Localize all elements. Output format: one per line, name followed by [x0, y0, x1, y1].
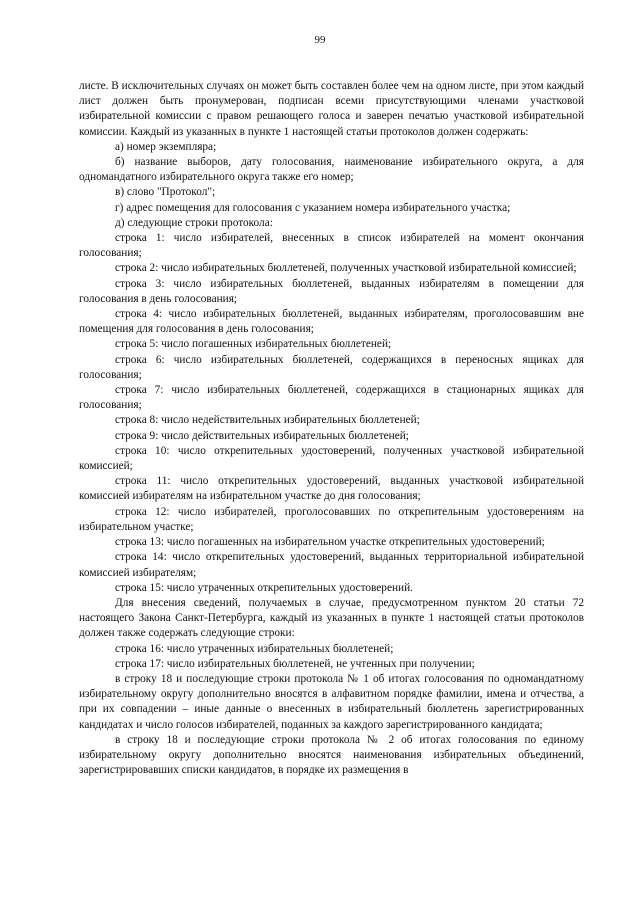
paragraph: строка 9: число действительных избирательных бюллетеней;: [115, 429, 409, 442]
paragraph: Для внесения сведений, получаемых в случае, предусмотренном пунктом 20 статьи 72 настоящего Закона Санкт-Петербурга, каждый из указанных в пункте 1 настоящей статьи протоколов должен также содержать следующие строки:: [79, 596, 584, 640]
paragraph: в строку 18 и последующие строки протокола № 2 об итогах голосования по единому избирательному округу дополнительно вносятся наименования избирательных объединений, зарегистрировавших списки кандидатов, в порядке их размещения в: [79, 733, 584, 777]
paragraph: листе. В исключительных случаях он может быть составлен более чем на одном листе, при этом каждый лист должен быть пронумерован, подписан всеми присутствующими членами участковой избирательной комиссии с правом решающего голоса и заверен печатью участковой избирательной комиссии. Каждый из указанных в пункте 1 настоящей статьи протоколов должен содержать:: [79, 80, 584, 138]
paragraph: строка 5: число погашенных избирательных бюллетеней;: [115, 338, 392, 351]
page-number: 99: [314, 34, 326, 46]
paragraph: в) слово "Протокол";: [115, 186, 216, 199]
paragraph: строка 7: число избирательных бюллетеней, содержащихся в стационарных ящиках для голосования;: [79, 384, 584, 412]
paragraph: строка 12: число избирателей, проголосовавших по открепительным удостоверениям на избирательном участке;: [79, 505, 584, 533]
paragraph: строка 4: число избирательных бюллетеней, выданных избирателям, проголосовавшим вне помещения для голосования в день голосования;: [79, 308, 584, 336]
paragraph: строка 13: число погашенных на избирательном участке открепительных удостоверений;: [115, 536, 545, 549]
paragraph: строка 2: число избирательных бюллетеней, полученных участковой избирательной комиссией;: [115, 262, 577, 275]
paragraph: строка 1: число избирателей, внесенных в список избирателей на момент окончания голосования;: [79, 232, 584, 260]
paragraph: строка 3: число избирательных бюллетеней, выданных избирателям в помещении для голосования в день голосования;: [79, 277, 584, 305]
paragraph: в строку 18 и последующие строки протокола № 1 об итогах голосования по одномандатному избирательному округу дополнительно вносятся в алфавитном порядке фамилии, имена и отчества, а при их совпадении – иные данные о внесенных в избирательный бюллетень зарегистрированных кандидатах и число голосов избирателей, поданных за каждого зарегистрированного кандидата;: [79, 672, 584, 731]
document-body: [79, 79, 584, 778]
paragraph: строка 8: число недействительных избирательных бюллетеней;: [115, 414, 420, 427]
paragraph: строка 16: число утраченных избирательных бюллетеней;: [115, 642, 394, 655]
paragraph: строка 11: число открепительных удостоверений, выданных участковой избирательной комиссией избирателям на избирательном участке до дня голосования;: [79, 475, 584, 503]
paragraph: б) название выборов, дату голосования, наименование избирательного округа, а для одномандатного избирательного округа также его номер;: [79, 156, 584, 184]
paragraph: а) номер экземпляра;: [115, 140, 217, 153]
paragraph: строка 17: число избирательных бюллетеней, не учтенных при получении;: [115, 657, 475, 670]
paragraph: строка 6: число избирательных бюллетеней, содержащихся в переносных ящиках для голосования;: [79, 353, 584, 381]
paragraph: д) следующие строки протокола:: [115, 216, 273, 229]
paragraph: г) адрес помещения для голосования с указанием номера избирательного участка;: [115, 201, 511, 214]
paragraph: строка 14: число открепительных удостоверений, выданных территориальной избирательной комиссией избирателям;: [79, 551, 584, 579]
paragraph: строка 10: число открепительных удостоверений, полученных участковой избирательной комиссией;: [79, 444, 584, 473]
paragraph: строка 15: число утраченных открепительных удостоверений.: [115, 581, 413, 594]
